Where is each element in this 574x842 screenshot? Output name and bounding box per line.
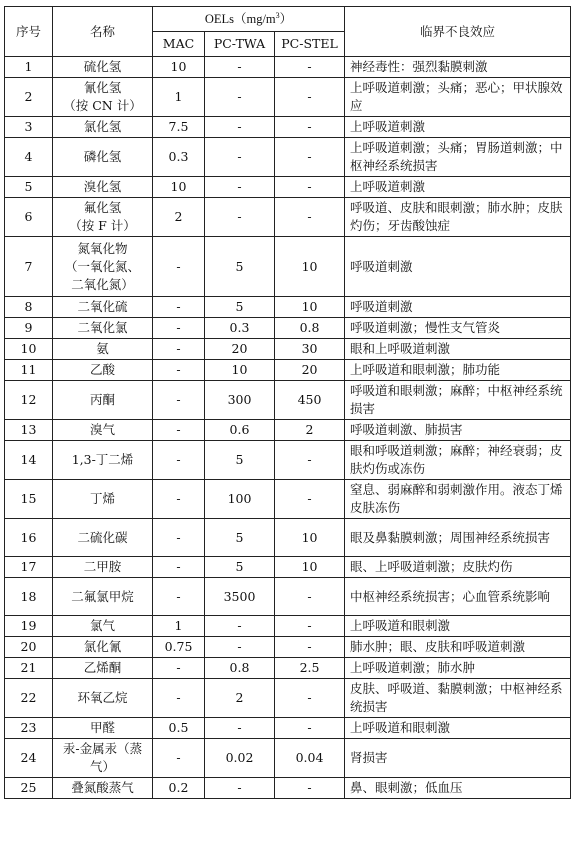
table-body <box>5 57 571 799</box>
critical-effect: 神经毒性：强烈黏膜刺激 <box>345 57 571 78</box>
pc-stel-value: 0.04 <box>275 739 345 778</box>
table-row <box>5 177 571 198</box>
critical-effect: 眼及鼻黏膜刺激；周围神经系统损害 <box>345 519 571 557</box>
row-number: 17 <box>5 557 53 578</box>
row-number: 7 <box>5 237 53 297</box>
pc-twa-value: - <box>205 637 275 658</box>
table-row <box>5 117 571 138</box>
table-header <box>5 7 571 57</box>
pc-twa-value: - <box>205 718 275 739</box>
substance-name: 氨 <box>53 339 153 360</box>
header-effect: 临界不良效应 <box>345 7 571 57</box>
table-row <box>5 57 571 78</box>
pc-stel-value: - <box>275 177 345 198</box>
table-row <box>5 557 571 578</box>
mac-value: 1 <box>153 78 205 117</box>
table-row <box>5 360 571 381</box>
row-number: 13 <box>5 420 53 441</box>
substance-name: 溴化氢 <box>53 177 153 198</box>
row-number: 15 <box>5 480 53 519</box>
mac-value: 7.5 <box>153 117 205 138</box>
pc-twa-value: - <box>205 57 275 78</box>
mac-value: - <box>153 339 205 360</box>
pc-stel-value: - <box>275 578 345 616</box>
critical-effect: 呼吸道刺激、肺损害 <box>345 420 571 441</box>
table-row <box>5 198 571 237</box>
pc-twa-value: 0.3 <box>205 318 275 339</box>
mac-value: 0.75 <box>153 637 205 658</box>
header-mac: MAC <box>153 32 205 57</box>
row-number: 19 <box>5 616 53 637</box>
pc-twa-value: 2 <box>205 679 275 718</box>
pc-twa-value: 5 <box>205 557 275 578</box>
row-number: 6 <box>5 198 53 237</box>
table-row <box>5 637 571 658</box>
table-row <box>5 318 571 339</box>
mac-value: - <box>153 420 205 441</box>
row-number: 23 <box>5 718 53 739</box>
mac-value: 0.2 <box>153 778 205 799</box>
pc-stel-value: 10 <box>275 237 345 297</box>
table-row <box>5 718 571 739</box>
substance-name: 甲醛 <box>53 718 153 739</box>
pc-stel-value: 30 <box>275 339 345 360</box>
pc-twa-value: 100 <box>205 480 275 519</box>
row-number: 14 <box>5 441 53 480</box>
critical-effect: 眼和呼吸道刺激；麻醉；神经衰弱；皮肤灼伤或冻伤 <box>345 441 571 480</box>
substance-name: 环氧乙烷 <box>53 679 153 718</box>
critical-effect: 肾损害 <box>345 739 571 778</box>
table-row <box>5 679 571 718</box>
row-number: 12 <box>5 381 53 420</box>
pc-stel-value: 450 <box>275 381 345 420</box>
mac-value: - <box>153 480 205 519</box>
header-oels-text: OELs（mg/m <box>204 12 276 26</box>
row-number: 5 <box>5 177 53 198</box>
critical-effect: 呼吸道刺激；慢性支气管炎 <box>345 318 571 339</box>
table-row <box>5 441 571 480</box>
substance-name: 1,3-丁二烯 <box>53 441 153 480</box>
substance-name: 氰化氢 （按 CN 计） <box>53 78 153 117</box>
critical-effect: 呼吸道刺激 <box>345 237 571 297</box>
pc-stel-value: - <box>275 198 345 237</box>
pc-twa-value: - <box>205 198 275 237</box>
substance-name: 氯化氢 <box>53 117 153 138</box>
pc-stel-value: - <box>275 78 345 117</box>
mac-value: - <box>153 557 205 578</box>
row-number: 16 <box>5 519 53 557</box>
row-number: 4 <box>5 138 53 177</box>
substance-name: 硫化氢 <box>53 57 153 78</box>
critical-effect: 上呼吸道和眼刺激；肺功能 <box>345 360 571 381</box>
table-row <box>5 297 571 318</box>
substance-name: 氮氧化物 （一氧化氮、 二氧化氮） <box>53 237 153 297</box>
mac-value: - <box>153 739 205 778</box>
critical-effect: 皮肤、呼吸道、黏膜刺激；中枢神经系统损害 <box>345 679 571 718</box>
pc-stel-value: 20 <box>275 360 345 381</box>
table-row <box>5 78 571 117</box>
pc-twa-value: - <box>205 177 275 198</box>
pc-twa-value: 5 <box>205 237 275 297</box>
mac-value: - <box>153 519 205 557</box>
mac-value: - <box>153 297 205 318</box>
pc-stel-value: - <box>275 441 345 480</box>
header-pctwa: PC-TWA <box>205 32 275 57</box>
pc-stel-value: - <box>275 480 345 519</box>
substance-name: 二氧化氯 <box>53 318 153 339</box>
row-number: 20 <box>5 637 53 658</box>
substance-name: 氯化氰 <box>53 637 153 658</box>
table-row <box>5 237 571 297</box>
mac-value: - <box>153 679 205 718</box>
pc-twa-value: 10 <box>205 360 275 381</box>
table-row <box>5 138 571 177</box>
pc-stel-value: - <box>275 138 345 177</box>
pc-twa-value: - <box>205 616 275 637</box>
pc-stel-value: - <box>275 616 345 637</box>
header-oels <box>153 7 345 32</box>
substance-name: 二氟氯甲烷 <box>53 578 153 616</box>
critical-effect: 上呼吸道刺激；头痛；胃肠道刺激；中枢神经系统损害 <box>345 138 571 177</box>
row-number: 8 <box>5 297 53 318</box>
critical-effect: 呼吸道、皮肤和眼刺激；肺水肿；皮肤灼伤；牙齿酸蚀症 <box>345 198 571 237</box>
substance-name: 氯气 <box>53 616 153 637</box>
header-no: 序号 <box>5 7 53 57</box>
critical-effect: 鼻、眼刺激；低血压 <box>345 778 571 799</box>
row-number: 18 <box>5 578 53 616</box>
critical-effect: 眼、上呼吸道刺激；皮肤灼伤 <box>345 557 571 578</box>
header-oels-sup: 3 <box>275 10 280 20</box>
mac-value: - <box>153 237 205 297</box>
substance-name: 叠氮酸蒸气 <box>53 778 153 799</box>
pc-twa-value: 300 <box>205 381 275 420</box>
pc-stel-value: 10 <box>275 557 345 578</box>
critical-effect: 上呼吸道和眼刺激 <box>345 616 571 637</box>
table-row <box>5 578 571 616</box>
pc-stel-value: 10 <box>275 297 345 318</box>
table-row <box>5 616 571 637</box>
table-row <box>5 339 571 360</box>
critical-effect: 上呼吸道刺激；肺水肿 <box>345 658 571 679</box>
table-row <box>5 739 571 778</box>
row-number: 9 <box>5 318 53 339</box>
pc-twa-value: 0.6 <box>205 420 275 441</box>
table-row <box>5 480 571 519</box>
pc-twa-value: - <box>205 138 275 177</box>
mac-value: - <box>153 658 205 679</box>
row-number: 21 <box>5 658 53 679</box>
row-number: 3 <box>5 117 53 138</box>
critical-effect: 呼吸道刺激 <box>345 297 571 318</box>
pc-twa-value: 5 <box>205 441 275 480</box>
pc-twa-value: 0.8 <box>205 658 275 679</box>
mac-value: 0.3 <box>153 138 205 177</box>
pc-stel-value: - <box>275 57 345 78</box>
pc-stel-value: 2.5 <box>275 658 345 679</box>
critical-effect: 上呼吸道刺激；头痛；恶心；甲状腺效应 <box>345 78 571 117</box>
pc-stel-value: - <box>275 679 345 718</box>
substance-name: 丁烯 <box>53 480 153 519</box>
mac-value: - <box>153 578 205 616</box>
pc-stel-value: - <box>275 637 345 658</box>
row-number: 10 <box>5 339 53 360</box>
pc-twa-value: - <box>205 117 275 138</box>
critical-effect: 肺水肿；眼、皮肤和呼吸道刺激 <box>345 637 571 658</box>
substance-name: 汞-金属汞（蒸气） <box>53 739 153 778</box>
pc-stel-value: - <box>275 778 345 799</box>
row-number: 2 <box>5 78 53 117</box>
substance-name: 磷化氢 <box>53 138 153 177</box>
row-number: 1 <box>5 57 53 78</box>
substance-name: 二甲胺 <box>53 557 153 578</box>
pc-twa-value: 0.02 <box>205 739 275 778</box>
substance-name: 丙酮 <box>53 381 153 420</box>
pc-twa-value: 20 <box>205 339 275 360</box>
pc-twa-value: - <box>205 778 275 799</box>
mac-value: 10 <box>153 177 205 198</box>
pc-stel-value: - <box>275 117 345 138</box>
substance-name: 氟化氢 （按 F 计） <box>53 198 153 237</box>
row-number: 24 <box>5 739 53 778</box>
mac-value: - <box>153 441 205 480</box>
pc-stel-value: 2 <box>275 420 345 441</box>
row-number: 11 <box>5 360 53 381</box>
table-row <box>5 658 571 679</box>
mac-value: - <box>153 360 205 381</box>
table-row <box>5 420 571 441</box>
pc-stel-value: 10 <box>275 519 345 557</box>
row-number: 22 <box>5 679 53 718</box>
substance-name: 乙酸 <box>53 360 153 381</box>
pc-twa-value: - <box>205 78 275 117</box>
critical-effect: 眼和上呼吸道刺激 <box>345 339 571 360</box>
substance-name: 二氧化硫 <box>53 297 153 318</box>
critical-effect: 窒息、弱麻醉和弱刺激作用。液态丁烯皮肤冻伤 <box>345 480 571 519</box>
table-row <box>5 519 571 557</box>
mac-value: - <box>153 318 205 339</box>
pc-twa-value: 3500 <box>205 578 275 616</box>
pc-twa-value: 5 <box>205 297 275 318</box>
row-number: 25 <box>5 778 53 799</box>
header-oels-end: ） <box>279 12 293 26</box>
substance-name: 溴气 <box>53 420 153 441</box>
pc-twa-value: 5 <box>205 519 275 557</box>
critical-effect: 上呼吸道刺激 <box>345 117 571 138</box>
critical-effect: 呼吸道和眼刺激；麻醉；中枢神经系统损害 <box>345 381 571 420</box>
critical-effect: 中枢神经系统损害；心血管系统影响 <box>345 578 571 616</box>
table-row <box>5 381 571 420</box>
pc-stel-value: - <box>275 718 345 739</box>
mac-value: 2 <box>153 198 205 237</box>
mac-value: 0.5 <box>153 718 205 739</box>
mac-value: - <box>153 381 205 420</box>
table-row <box>5 778 571 799</box>
critical-effect: 上呼吸道和眼刺激 <box>345 718 571 739</box>
header-name: 名称 <box>53 7 153 57</box>
mac-value: 10 <box>153 57 205 78</box>
header-pcstel: PC-STEL <box>275 32 345 57</box>
mac-value: 1 <box>153 616 205 637</box>
critical-effect: 上呼吸道刺激 <box>345 177 571 198</box>
substance-name: 乙烯酮 <box>53 658 153 679</box>
substance-name: 二硫化碳 <box>53 519 153 557</box>
pc-stel-value: 0.8 <box>275 318 345 339</box>
oel-table <box>4 6 571 799</box>
